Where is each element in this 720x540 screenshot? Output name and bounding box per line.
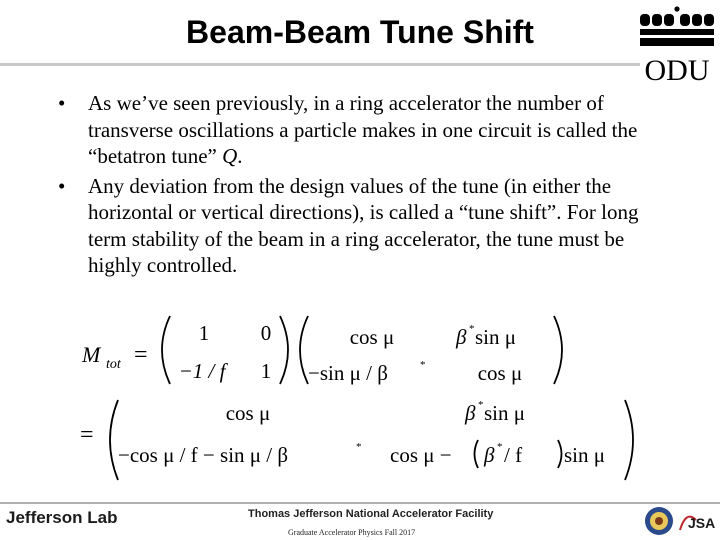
odu-crown-logo — [638, 4, 716, 84]
bullet-marker: • — [58, 91, 66, 115]
m2-a12-star: * — [469, 323, 475, 335]
r-a12-star: * — [478, 399, 484, 411]
m2-a21-star: * — [420, 359, 426, 371]
equals-sign-2: = — [80, 422, 94, 448]
doe-seal-icon — [644, 506, 674, 536]
m2-a12-beta: β — [456, 325, 467, 349]
title-rule — [0, 63, 640, 66]
course-note: Graduate Accelerator Physics Fall 2017 — [288, 528, 416, 537]
m1-a12: 0 — [260, 321, 272, 345]
m1-a22: 1 — [260, 359, 272, 383]
bullet-item — [58, 173, 668, 279]
lhs-subscript: tot — [106, 357, 121, 372]
bullet-item — [58, 90, 668, 170]
bullet-emphasis: Q — [222, 144, 238, 168]
m2-a12-rest: sin μ — [475, 325, 517, 349]
footer-rule — [0, 502, 720, 504]
jsa-text: JSA — [688, 515, 716, 531]
m2-a11: cos μ — [349, 325, 395, 349]
m1-a21: −1 / f — [178, 359, 226, 383]
transfer-matrix-equation — [80, 312, 650, 482]
slide-title: Beam-Beam Tune Shift — [186, 14, 534, 50]
r-a21: −cos μ / f − sin μ / β — [118, 443, 289, 467]
facility-name: Thomas Jefferson National Accelerator Facility — [248, 508, 494, 520]
r-a22-pre: cos μ − — [390, 443, 452, 467]
m2-a22: cos μ — [477, 361, 523, 385]
lhs-m: M — [82, 342, 101, 367]
r-a22-beta: β — [484, 443, 495, 467]
bullet-marker: • — [58, 173, 66, 198]
bullet-text: As we’ve seen previously, in a ring accelerator the number of transverse oscillations a particle makes in one circuit is called the “betatron tune” — [88, 91, 638, 168]
bullet-list — [58, 90, 668, 282]
r-a22-mid: / f — [504, 443, 523, 467]
r-a22-star: * — [497, 441, 503, 453]
r-a11: cos μ — [225, 401, 271, 425]
odu-text: ODU — [644, 54, 710, 84]
jsa-logo — [678, 508, 718, 534]
bullet-text-end: . — [237, 144, 243, 168]
r-a12-beta: β — [465, 401, 476, 425]
r-a22-post: sin μ — [564, 443, 606, 467]
r-a21-star: * — [356, 441, 362, 453]
m2-a21: −sin μ / β — [308, 361, 388, 385]
equals-sign: = — [134, 342, 148, 368]
bullet-text: Any deviation from the design values of the tune (in either the horizontal or vertical directions), is called a “tune shift”. For long term stability of the beam in a ring accelerator, the tune must be highly controlled. — [88, 173, 639, 277]
jefferson-lab-logo: Jefferson Lab — [6, 508, 118, 527]
r-a12-rest: sin μ — [484, 401, 526, 425]
m1-a11: 1 — [198, 321, 210, 345]
